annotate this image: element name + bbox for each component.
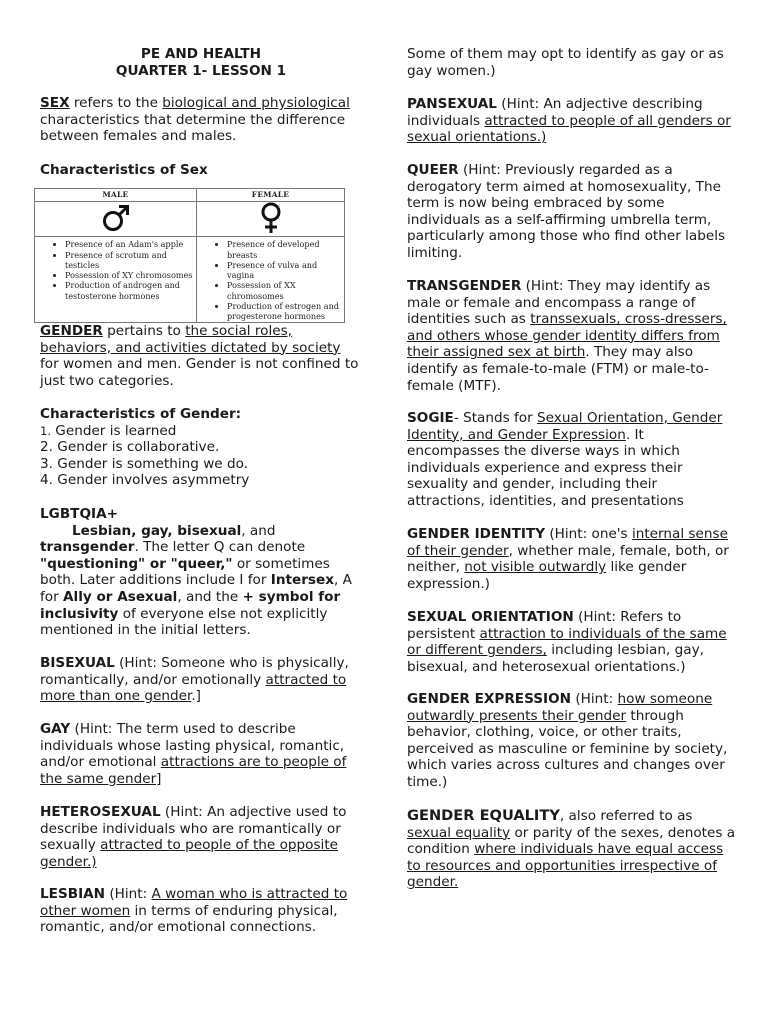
sex-definition: SEX refers to the biological and physiological characteristics that determine the difference between females and males. bbox=[40, 95, 350, 145]
female-characteristics-cell bbox=[197, 237, 345, 322]
list-item: • Presence of scrotum and testicles bbox=[65, 250, 196, 271]
gender-equality-definition: GENDER EQUALITY, also referred to as sexual equality or parity of the sexes, denotes a condition where individuals have equal access to resources and opportunities irrespective of gender. bbox=[407, 807, 736, 891]
pansexual-term: PANSEXUAL bbox=[407, 96, 497, 112]
sogie-definition: SOGIE- Stands for Sexual Orientation, Gender Identity, and Gender Expression. It encompasses the diverse ways in which individuals experience and express their sexuality and gender, including their attractions, identities, and presentations bbox=[407, 410, 723, 509]
list-item: 2. Gender is collaborative. bbox=[40, 439, 220, 456]
lesbian-definition: LESBIAN (Hint: A woman who is attracted to other women in terms of enduring physical, romantic, and/or emotional connections. bbox=[40, 886, 348, 936]
male-symbol-cell bbox=[35, 202, 197, 237]
female-header: FEMALE bbox=[197, 189, 345, 202]
list-item: 4. Gender involves asymmetry bbox=[40, 472, 250, 489]
list-item: • Presence of developed breasts bbox=[227, 239, 344, 260]
list-item: 3. Gender is something we do. bbox=[40, 455, 249, 472]
list-item: • Presence of an Adam's apple bbox=[65, 239, 196, 249]
heterosexual-definition: HETEROSEXUAL (Hint: An adjective used to describe individuals who are romantically or sexually attracted to people of the opposite gender.) bbox=[40, 804, 347, 870]
gay-term: GAY bbox=[40, 721, 71, 737]
characteristics-of-gender bbox=[40, 406, 360, 489]
female-characteristics-list bbox=[197, 239, 344, 321]
characteristics-of-sex-heading: Characteristics of Sex bbox=[40, 162, 208, 178]
title-line-2: QUARTER 1- LESSON 1 bbox=[115, 62, 287, 79]
lgbtqia-heading: LGBTQIA+ bbox=[40, 506, 118, 522]
queer-definition: QUEER (Hint: Previously regarded as a derogatory term aimed at homosexuality, The term is now being embraced by some individuals as a self-affirming umbrella term, particularly among those who find other labels limiting. bbox=[407, 162, 726, 261]
bisexual-term: BISEXUAL bbox=[40, 655, 115, 671]
characteristics-of-gender-heading: Characteristics of Gender: bbox=[40, 406, 242, 422]
list-item: • Production of estrogen and progesterone hormones bbox=[227, 301, 344, 322]
list-item: • Possession of XX chromosomes bbox=[227, 280, 344, 301]
lesbian-term: LESBIAN bbox=[40, 886, 106, 902]
sex-characteristics-table bbox=[34, 188, 346, 322]
sexual-orientation-term: SEXUAL ORIENTATION bbox=[407, 609, 574, 625]
female-symbol-icon bbox=[258, 202, 284, 236]
list-item: • Possession of XY chromosomes bbox=[65, 270, 196, 280]
gender-equality-term: GENDER EQUALITY bbox=[407, 807, 560, 824]
gender-definition: GENDER pertains to the social roles, behaviors, and activities dictated by society for women and men. Gender is not confined to just two categories. bbox=[40, 323, 359, 389]
list-item: • Production of androgen and testosterone hormones bbox=[65, 280, 196, 301]
male-header: MALE bbox=[35, 189, 197, 202]
sexual-orientation-definition: SEXUAL ORIENTATION (Hint: Refers to persistent attraction to individuals of the same or different genders, including lesbian, gay, bisexual, and heterosexual orientations.) bbox=[407, 609, 727, 675]
lesbian-definition-continued: Some of them may opt to identify as gay or as gay women.) bbox=[407, 46, 724, 79]
title-line-1: PE AND HEALTH bbox=[140, 46, 262, 62]
gender-identity-definition: GENDER IDENTITY (Hint: one's internal sense of their gender, whether male, female, both, or neither, not visible outwardly like gender expression.) bbox=[407, 526, 729, 592]
pansexual-definition: PANSEXUAL (Hint: An adjective describing individuals attracted to people of all genders or sexual orientations.) bbox=[407, 96, 731, 146]
lgbtqia-section bbox=[40, 506, 360, 639]
page-title bbox=[40, 46, 362, 79]
male-symbol-icon bbox=[100, 203, 132, 235]
queer-term: QUEER bbox=[407, 162, 459, 178]
male-characteristics-list bbox=[35, 239, 196, 301]
gender-expression-definition: GENDER EXPRESSION (Hint: how someone outwardly presents their gender through behavior, clothing, voice, or other traits, perceived as masculine or feminine by society, which varies across cultures and changes over time.) bbox=[407, 691, 728, 790]
male-characteristics-cell bbox=[35, 237, 197, 322]
bisexual-definition: BISEXUAL (Hint: Someone who is physically, romantically, and/or emotionally attracted to more than one gender.] bbox=[40, 655, 349, 705]
list-item: • Presence of vulva and vagina bbox=[227, 260, 344, 281]
gender-expression-term: GENDER EXPRESSION bbox=[407, 691, 572, 707]
sogie-term: SOGIE bbox=[407, 410, 454, 426]
transgender-definition: TRANSGENDER (Hint: They may identify as male or female and encompass a range of identities such as transsexuals, cross-dressers, and others whose gender identity differs from their assigned sex at birth. They may also identify as female-to-male (FTM) or male-to-female (MTF). bbox=[407, 278, 727, 394]
transgender-term: TRANSGENDER bbox=[407, 278, 522, 294]
gay-definition: GAY (Hint: The term used to describe individuals whose lasting physical, romantic, and/or emotional attractions are to people of the same gender] bbox=[40, 721, 347, 787]
female-symbol-cell bbox=[197, 202, 345, 237]
lgbtqia-definition: Lesbian, gay, bisexual, and transgender. The letter Q can denote "questioning" or "queer," or sometimes both. Later additions include I for Intersex, A for Ally or Asexual, and the + symbol for inclusivity of everyone else not explicitly mentioned in the initial letters. bbox=[40, 522, 352, 639]
sex-term: SEX bbox=[40, 95, 70, 111]
list-item: 1. Gender is learned bbox=[40, 422, 177, 439]
heterosexual-term: HETEROSEXUAL bbox=[40, 804, 161, 820]
gender-term: GENDER bbox=[40, 323, 103, 339]
gender-identity-term: GENDER IDENTITY bbox=[407, 526, 546, 542]
